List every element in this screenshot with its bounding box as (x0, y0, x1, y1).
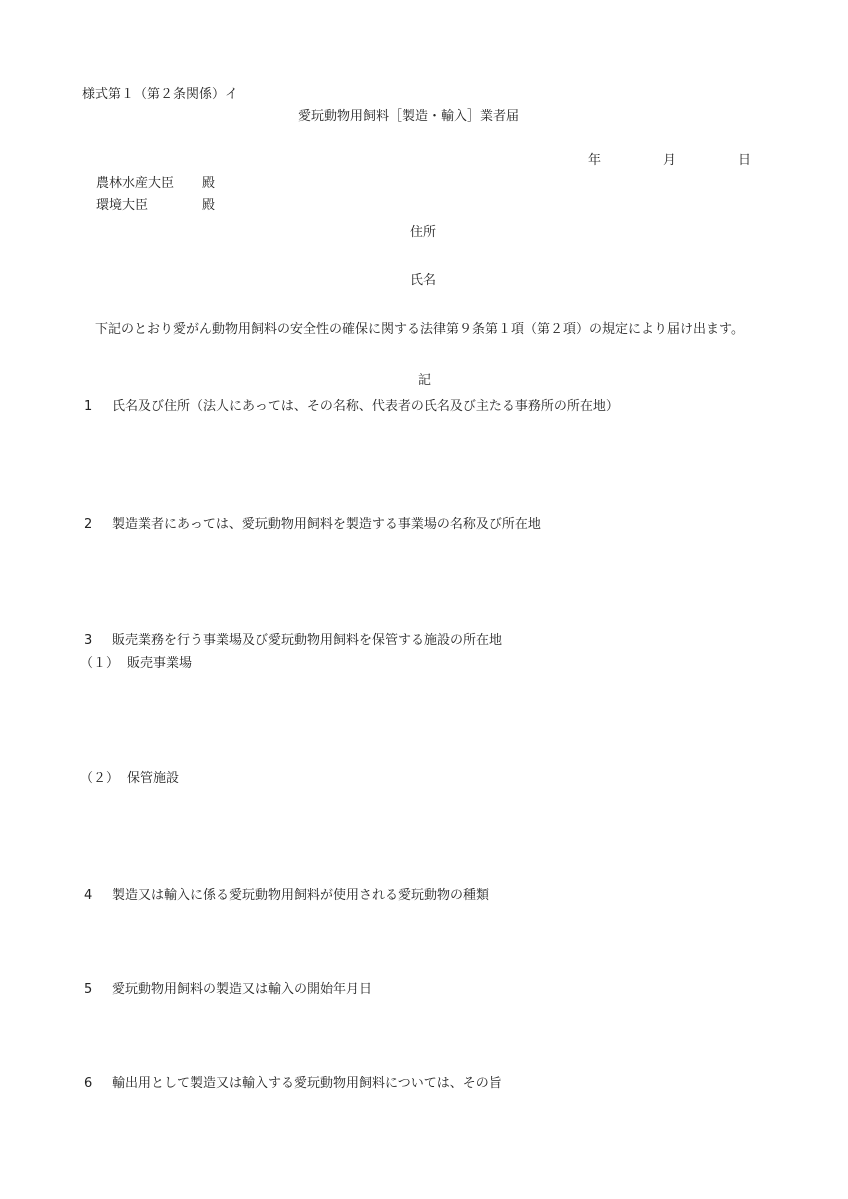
date-month-label: 月 (663, 153, 677, 168)
addressee-name: 農林水産大臣 (96, 176, 175, 191)
addressee-honorific: 殿 (202, 176, 216, 191)
date-day-label: 日 (738, 153, 752, 168)
addressee-honorific: 殿 (202, 198, 216, 213)
addressee-name: 環境大臣 (96, 198, 149, 213)
address-label: 住所 (410, 225, 437, 240)
item-text: 製造業者にあっては、愛玩動物用飼料を製造する事業場の名称及び所在地 (112, 517, 541, 532)
item-text: 輸出用として製造又は輸入する愛玩動物用飼料については、その旨 (112, 1076, 502, 1091)
item-text: 愛玩動物用飼料の製造又は輸入の開始年月日 (112, 982, 373, 997)
item-number: 2 (84, 517, 93, 532)
sub-item-text: 販売事業場 (127, 656, 193, 671)
item-text: 氏名及び住所（法人にあっては、その名称、代表者の氏名及び主たる事務所の所在地） (112, 399, 619, 414)
item-number: 5 (84, 982, 93, 997)
ki-label: 記 (418, 373, 432, 388)
item-number: 3 (84, 633, 93, 648)
form-number: 様式第１（第２条関係）イ (82, 87, 239, 102)
document-title: 愛玩動物用飼料［製造・輸入］業者届 (298, 109, 520, 124)
item-number: 4 (84, 888, 93, 903)
item-text: 販売業務を行う事業場及び愛玩動物用飼料を保管する施設の所在地 (112, 633, 503, 648)
item-number: 1 (84, 399, 93, 414)
sub-item-number: （２） (80, 771, 120, 786)
item-text: 製造又は輸入に係る愛玩動物用飼料が使用される愛玩動物の種類 (112, 888, 490, 903)
item-number: 6 (84, 1076, 93, 1091)
sub-item-number: （１） (80, 656, 120, 671)
intro-paragraph: 下記のとおり愛がん動物用飼料の安全性の確保に関する法律第９条第１項（第２項）の規定により届け出ます。 (95, 322, 744, 337)
date-year-label: 年 (588, 153, 602, 168)
name-label: 氏名 (410, 273, 437, 288)
sub-item-text: 保管施設 (127, 771, 180, 786)
